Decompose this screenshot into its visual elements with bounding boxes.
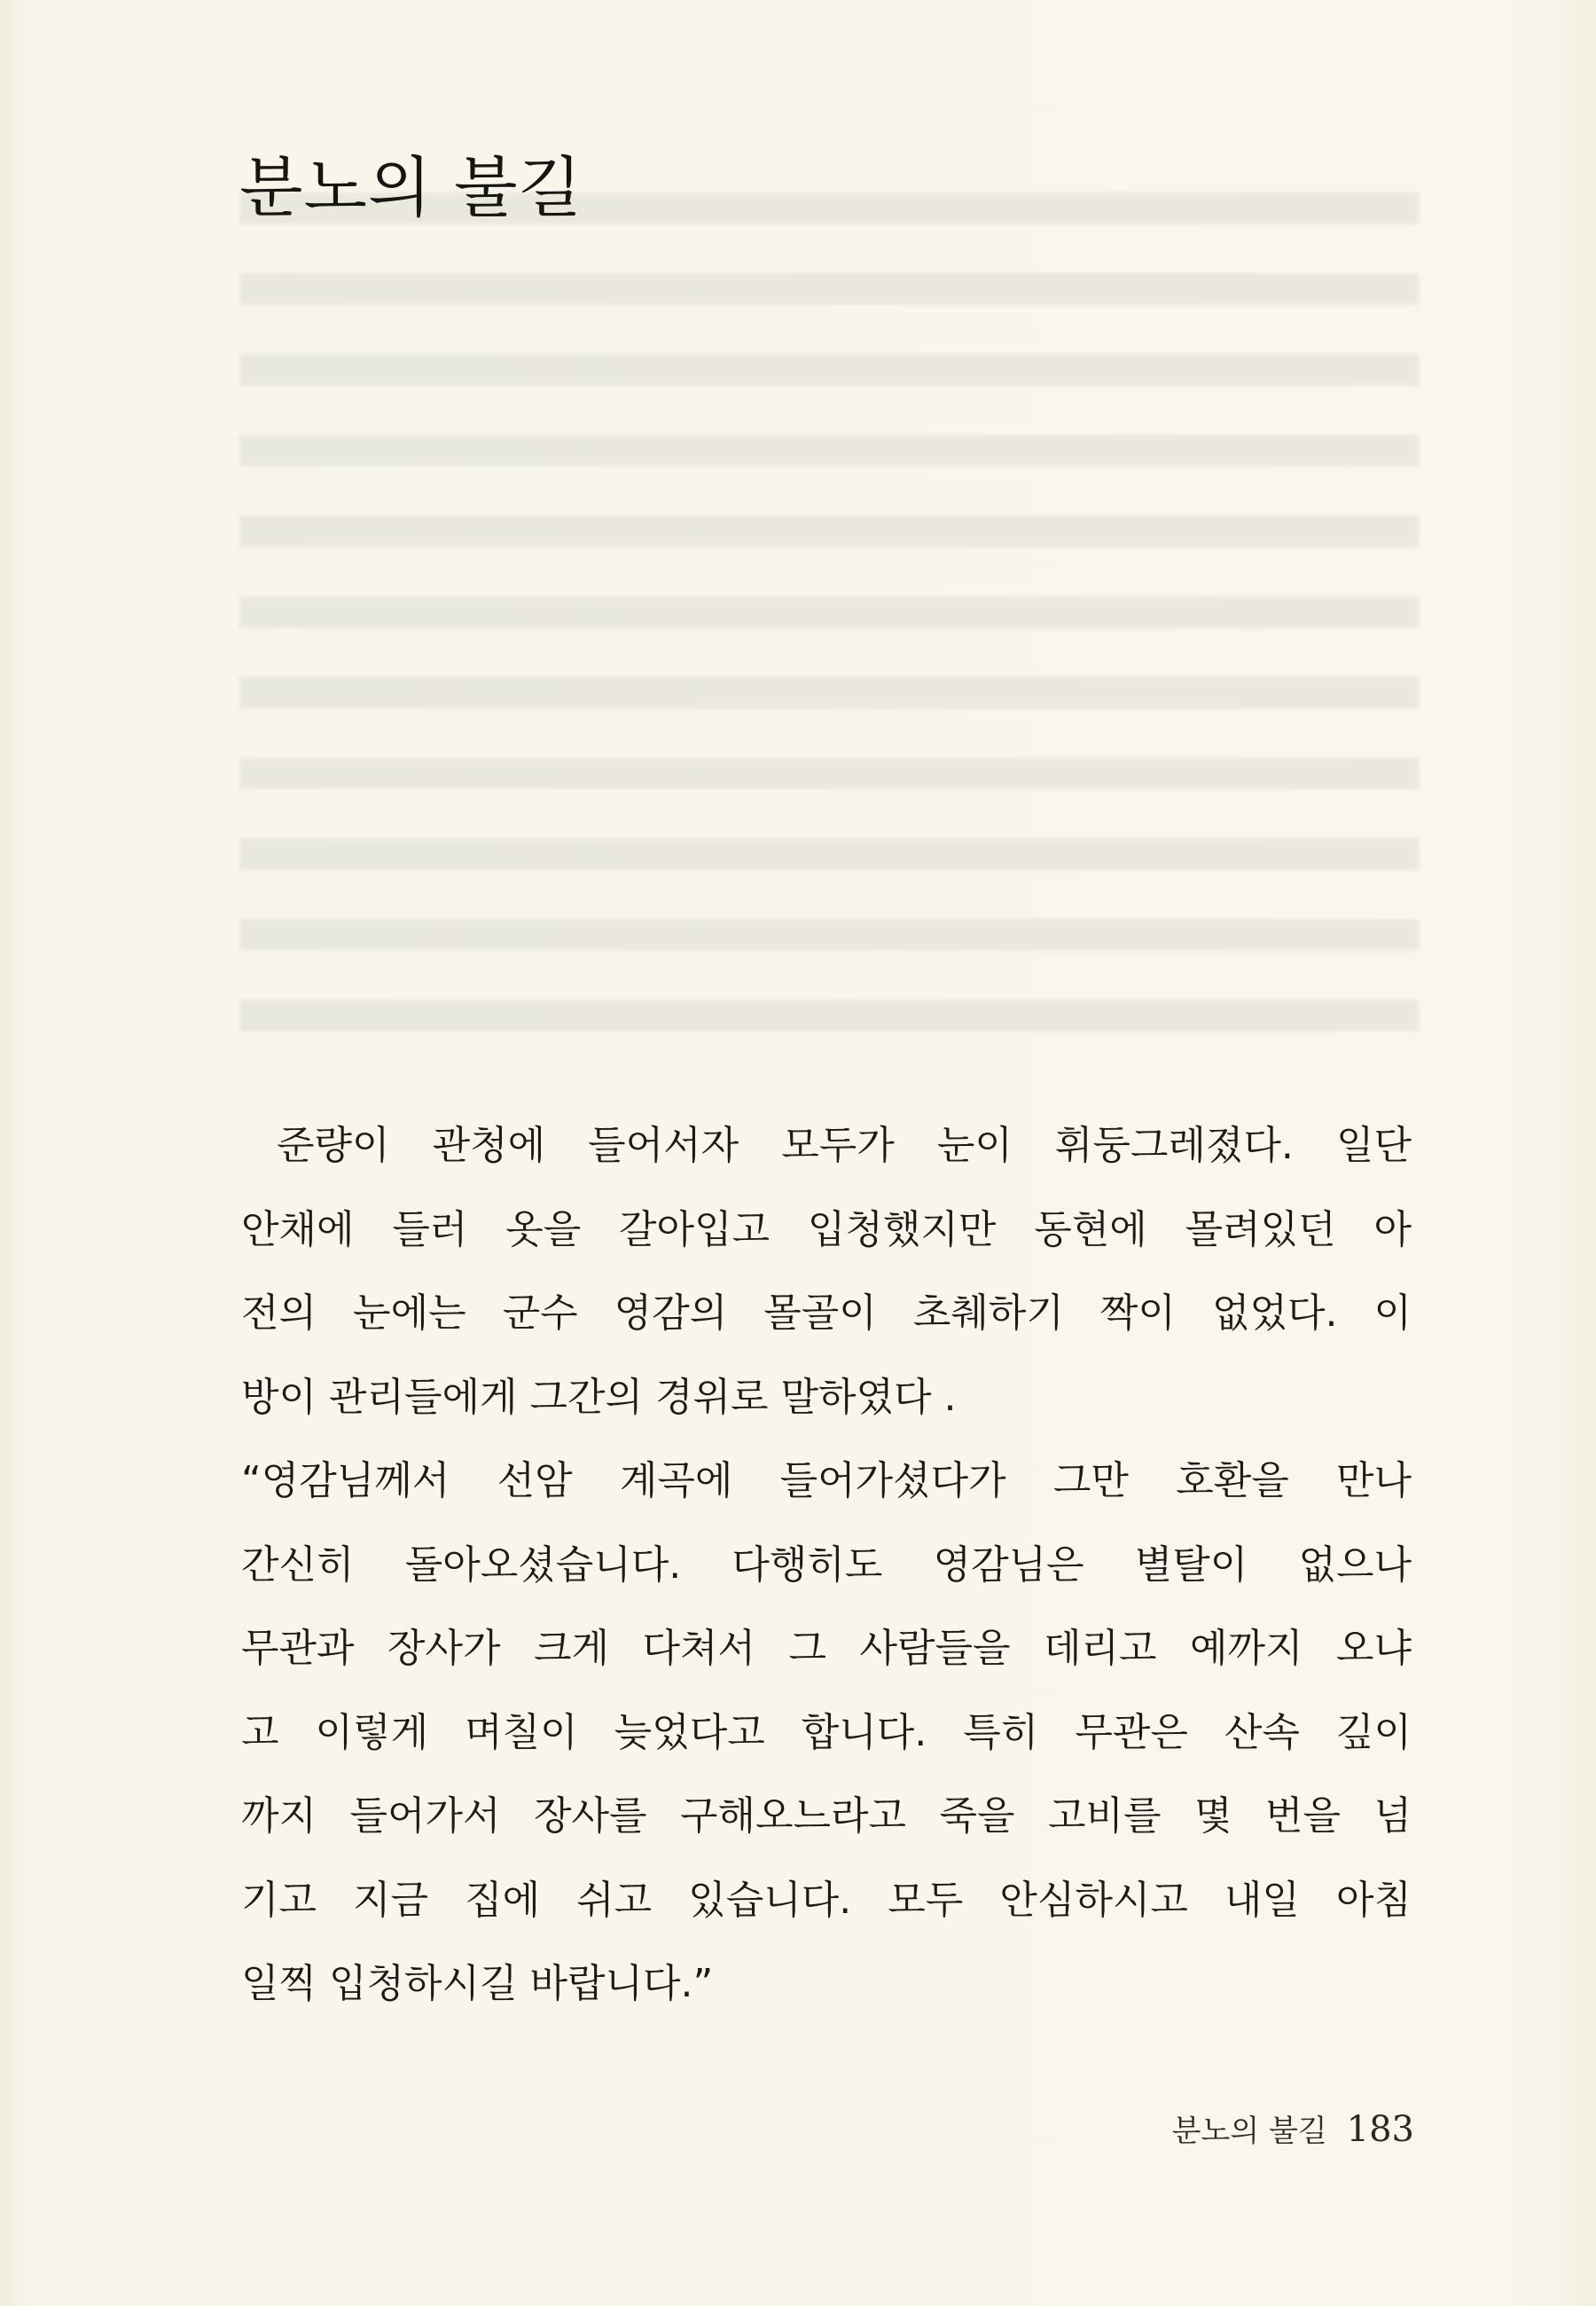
body-line-6: 간신히 돌아오셨습니다. 다행히도 영감님은 별탈이 없으나 bbox=[241, 1541, 1412, 1588]
chapter-title: 분노의 불길 bbox=[239, 150, 583, 226]
body-line-7: 무관과 장사가 크게 다쳐서 그 사람들을 데리고 예까지 오냐 bbox=[241, 1626, 1412, 1671]
body-line-11: 일찍 입청하시길 바랍니다.” bbox=[241, 1961, 714, 2006]
show-through-text bbox=[239, 155, 1419, 1069]
body-line-2: 안채에 들러 옷을 갈아입고 입청했지만 동현에 몰려있던 아 bbox=[241, 1206, 1412, 1252]
body-line-4: 방이 관리들에게 그간의 경위로 말하였다 . bbox=[241, 1374, 957, 1420]
body-line-1: 준량이 관청에 들어서자 모두가 눈이 휘둥그레졌다. 일단 bbox=[277, 1123, 1412, 1168]
body-line-10: 기고 지금 집에 쉬고 있습니다. 모두 안심하시고 내일 아침 bbox=[241, 1877, 1412, 1923]
body-line-9: 까지 들어가서 장사를 구해오느라고 죽을 고비를 몇 번을 넘 bbox=[241, 1793, 1412, 1839]
body-text bbox=[241, 1104, 1412, 2027]
page-number: 183 bbox=[1346, 2109, 1414, 2150]
body-line-3: 전의 눈에는 군수 영감의 몰골이 초췌하기 짝이 없었다. 이 bbox=[241, 1290, 1412, 1336]
page-footer bbox=[1172, 2106, 1414, 2150]
running-title: 분노의 불길 bbox=[1171, 2114, 1327, 2149]
body-line-8: 고 이렇게 며칠이 늦었다고 합니다. 특히 무관은 산속 깊이 bbox=[241, 1709, 1412, 1755]
body-line-5: “영감님께서 선암 계곡에 들어가셨다가 그만 호환을 만나 bbox=[241, 1458, 1412, 1503]
